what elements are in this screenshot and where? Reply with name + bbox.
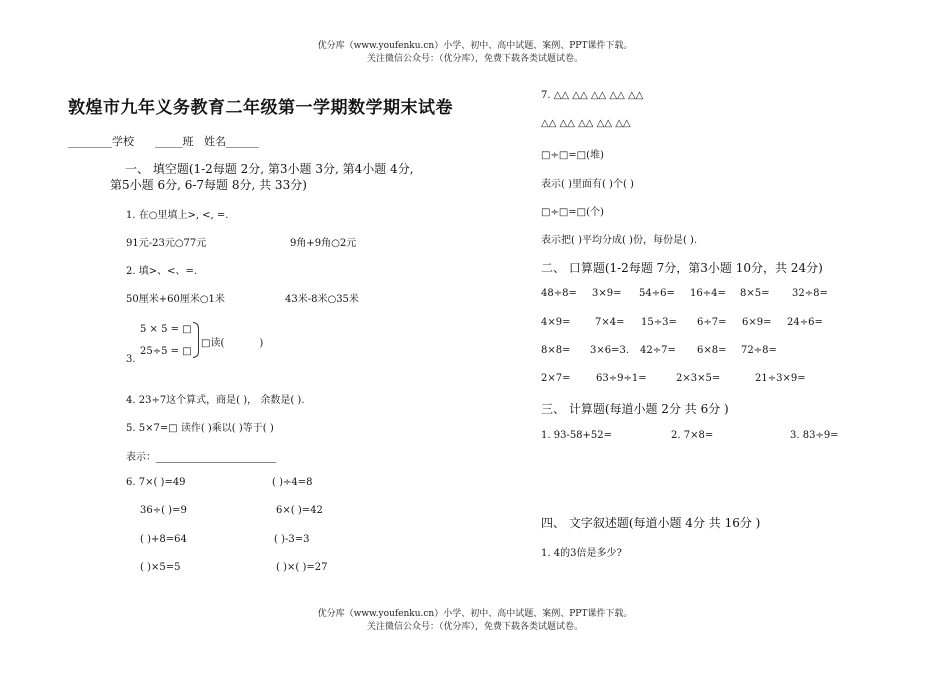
class-blank[interactable]: _____ (154, 135, 183, 148)
q6-r2a: 36÷( )=9 (140, 505, 187, 516)
q6-r1a: 6. 7×( )=49 (126, 477, 186, 488)
oral-item: 8×5= (740, 288, 770, 299)
oral-item: 6÷7= (697, 317, 727, 328)
footer-line-1: 优分库（www.youfenku.cn）小学、初中、高中试题、案例、PPT课件下载。 (317, 609, 633, 619)
q6-r2b: 6×( )=42 (276, 505, 323, 516)
q3-read (201, 334, 263, 349)
oral-item: 63÷9÷1= (596, 373, 647, 384)
q3-read-label: □读( (201, 338, 225, 349)
q2-b: 43米-8米○35米 (285, 294, 359, 305)
header-line-2: 关注微信公众号：（优分库），免费下载各类试题试卷。 (366, 54, 583, 64)
calc-item-3: 3. 83÷9= (790, 430, 839, 441)
q2-stem: 2. 填>、<、=. (126, 266, 198, 277)
class-label: 班 (182, 135, 194, 148)
oral-item: 8×8= (541, 345, 571, 356)
oral-item: 15÷3= (641, 317, 677, 328)
q3-brace (193, 322, 199, 358)
q7-triangles-row2: △△ △△ △△ △△ △△ (541, 118, 631, 129)
oral-item: 42÷7= (640, 345, 676, 356)
q5-meaning-blank[interactable] (156, 450, 276, 463)
name-field[interactable]: 姓名______ (203, 135, 259, 148)
page-title: 敦煌市九年义务教育二年级第一学期数学期末试卷 (68, 98, 453, 118)
oral-item: 48÷8= (541, 288, 577, 299)
school-blank[interactable]: ________ (68, 135, 112, 148)
q7-triangles-row1: 7. △△ △△ △△ △△ △△ (541, 90, 644, 101)
q2-a: 50厘米+60厘米○1米 (126, 294, 225, 305)
q7-eq2: □÷□=□(个) (541, 207, 604, 218)
oral-item: 2×7= (541, 373, 571, 384)
q6-r3b: ( )-3=3 (274, 534, 310, 545)
q1-a: 91元-23元○77元 (126, 238, 207, 249)
q3-eq2: 25÷5 = □ (140, 346, 192, 357)
section1-heading-line2: 第5小题 6分, 6-7每题 8分, 共 33分) (110, 178, 307, 192)
section3-heading: 三、 计算题(每道小题 2分 共 6分 ) (541, 402, 729, 416)
q6-r1b: ( )÷4=8 (272, 477, 313, 488)
calc-item-2: 2. 7×8= (671, 430, 714, 441)
oral-item: 6×9= (742, 317, 772, 328)
oral-item: 21÷3×9= (755, 373, 806, 384)
q6-r4a: ( )×5=5 (140, 562, 181, 573)
q5-meaning-label: 表示： (126, 452, 156, 463)
q5-meaning (126, 448, 276, 463)
oral-item: 24÷6= (787, 317, 823, 328)
q7-eq1: □÷□=□(堆) (541, 150, 604, 161)
q3-number: 3. (126, 354, 136, 365)
oral-item: 32÷8= (792, 288, 828, 299)
q3-eq1: 5 × 5 = □ (140, 324, 192, 335)
oral-item: 16÷4= (690, 288, 726, 299)
q3-read-close: ) (259, 338, 264, 349)
q6-r4b: ( )×( )=27 (276, 562, 328, 573)
oral-item: 72÷8= (741, 345, 777, 356)
oral-item: 7×4= (595, 317, 625, 328)
header-line-1: 优分库（www.youfenku.cn）小学、初中、高中试题、案例、PPT课件下载。 (317, 41, 633, 51)
oral-item: 54÷6= (639, 288, 675, 299)
q4: 4. 23÷7这个算式，商是( )， 余数是( ). (126, 395, 305, 406)
section4-heading: 四、 文字叙述题(每道小题 4分 共 16分 ) (541, 516, 761, 530)
section1-heading-line1: 一、 填空题(1-2每题 2分, 第3小题 3分, 第4小题 4分, (125, 162, 414, 176)
oral-item: 6×8= (697, 345, 727, 356)
school-label: 学校 (112, 135, 134, 148)
oral-item: 4×9= (541, 317, 571, 328)
q1-b: 9角+9角○2元 (290, 238, 357, 249)
oral-item: 2×3×5= (676, 373, 721, 384)
q1-stem: 1. 在○里填上>, <, =. (126, 210, 229, 221)
footer-line-2: 关注微信公众号：（优分库），免费下载各类试题试卷。 (366, 622, 583, 632)
q5: 5. 5×7=□ 读作( )乘以( )等于( ) (126, 423, 274, 434)
q6-r3a: ( )+8=64 (140, 534, 187, 545)
calc-item-1: 1. 93-58+52= (541, 430, 613, 441)
oral-item: 3×9= (592, 288, 622, 299)
section2-heading: 二、 口算题(1-2每题 7分，第3小题 10分，共 24分) (541, 261, 823, 275)
school-row (68, 133, 259, 149)
q7-meaning1: 表示( )里面有( )个( ) (541, 179, 634, 190)
q7-meaning2: 表示把( )平均分成( )份，每份是( ). (541, 235, 698, 246)
word-problem-1: 1. 4的3倍是多少? (541, 548, 622, 559)
oral-item: 3×6=3. (590, 345, 630, 356)
